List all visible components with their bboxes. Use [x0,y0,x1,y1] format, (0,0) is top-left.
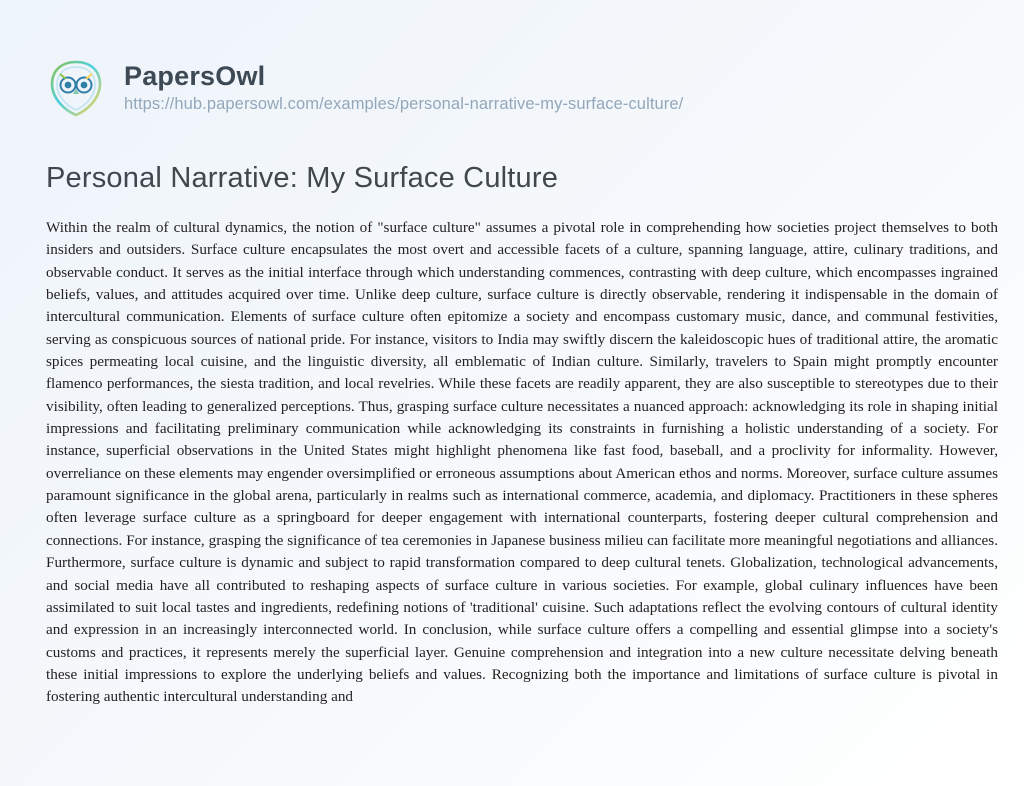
article-content [26,162,998,709]
brand-name: PapersOwl [124,61,266,92]
page-title: Personal Narrative: My Surface Culture [46,162,559,194]
brand-block [124,63,683,113]
article-body: Within the realm of cultural dynamics, the notion of "surface culture" assumes a pivotal role in comprehending how societies project themselves to both insiders and outsiders. Surface culture encapsulates the most overt and accessible facets of a culture, spanning language, attire, culinary traditions, and observable conduct. It serves as the initial interface through which understanding commences, contrasting with deep culture, which encompasses ingrained beliefs, values, and attitudes acquired over time. Unlike deep culture, surface culture is directly observable, rendering it indispensable in the domain of intercultural communication. Elements of surface culture often epitomize a society and encompass customary music, dance, and communal festivities, serving as conspicuous sources of national pride. For instance, visitors to India may swiftly discern the kaleidoscopic hues of traditional attire, the aromatic spices permeating local cuisine, and the linguistic diversity, all emblematic of Indian culture. Similarly, travelers to Spain might promptly encounter flamenco performances, the siesta tradition, and local revelries. While these facets are readily apparent, they are also susceptible to stereotypes due to their visibility, often leading to generalized perceptions. Thus, grasping surface culture necessitates a nuanced approach: acknowledging its role in shaping initial impressions and facilitating preliminary communication while acknowledging its constraints in furnishing a holistic understanding of a society. For instance, superficial observations in the United States might highlight phenomena like fast food, baseball, and a proclivity for informality. However, overreliance on these elements may engender oversimplified or erroneous assumptions about American ethos and norms. Moreover, surface culture assumes paramount significance in the global arena, particularly in realms such as international commerce, academia, and diplomacy. Practitioners in these spheres often leverage surface culture as a springboard for deeper engagement with international counterparts, fostering deeper cultural comprehension and connections. For instance, grasping the significance of tea ceremonies in Japanese business milieu can facilitate more meaningful negotiations and alliances. Furthermore, surface culture is dynamic and subject to rapid transformation compared to deep cultural tenets. Globalization, technological advancements, and social media have all contributed to reshaping aspects of surface culture in various societies. For example, global culinary influences have been assimilated to suit local tastes and ingredients, redefining notions of 'traditional' cuisine. Such adaptations reflect the evolving contours of cultural identity and expression in an increasingly interconnected world. In conclusion, while surface culture offers a compelling and essential glimpse into a society's customs and practices, it represents merely the superficial layer. Genuine comprehension and integration into a new culture necessitate delving beneath these initial impressions to explore the underlying beliefs and values. Recognizing both the importance and limitations of surface culture is pivotal in fostering authentic intercultural understanding and [46,219,998,706]
site-header [26,40,998,136]
source-url[interactable]: https://hub.papersowl.com/examples/personal-narrative-my-surface-culture/ [124,95,684,114]
owl-logo-icon [46,58,106,118]
